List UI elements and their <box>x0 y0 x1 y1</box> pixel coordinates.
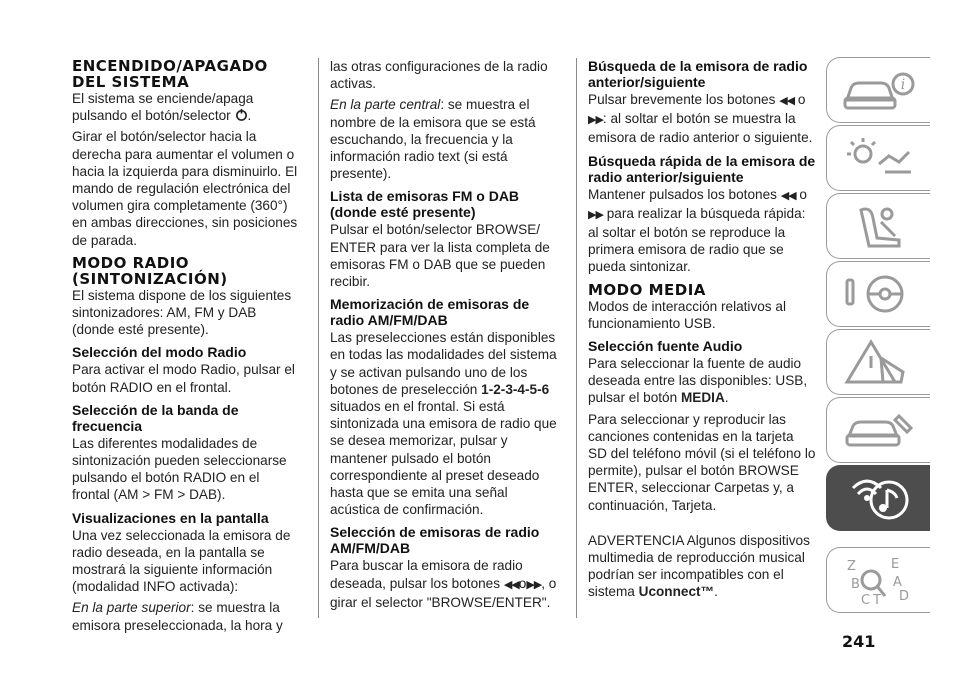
car-info-icon <box>841 66 921 116</box>
paragraph: El sistema se enciende/apaga pulsando el botón/selector . <box>72 91 254 124</box>
seek-back-icon: ◀◀ <box>779 95 795 107</box>
heading-seleccion-emisoras: Selección de emisoras de radio AM/FM/DAB <box>330 524 540 557</box>
steering-key-icon <box>841 270 921 320</box>
heading-fuente: Selección fuente Audio <box>588 338 743 355</box>
paragraph: Las diferentes modalidades de sintonización pueden seleccionarse pulsando el botón RADIO en el frontal (AM > FM > DAB). <box>72 435 287 503</box>
paragraph: Una vez seleccionada la emisora de radio deseada, en la pantalla se mostrará la siguiente información (modalidad INFO activada): <box>72 527 291 595</box>
seek-back-icon: ◀◀ <box>780 189 796 202</box>
index-letter: B <box>851 577 860 592</box>
paragraph: las otras configuraciones de la radio activas. <box>330 59 548 92</box>
tab-multimedia[interactable] <box>826 465 930 531</box>
tab-warning-breakdown[interactable] <box>826 329 930 395</box>
index-letter: C <box>861 593 871 606</box>
paragraph: Para seleccionar la fuente de audio deseada entre las disponibles: USB, pulsar el botón MEDIA. <box>588 356 808 406</box>
uconnect-label: Uconnect™ <box>638 584 715 600</box>
heading-busqueda: Búsqueda de la emisora de radio anterior/siguiente <box>588 58 808 90</box>
column-divider <box>318 58 319 618</box>
column-2 <box>330 58 558 615</box>
seek-forward-icon: ▶▶ <box>526 578 542 591</box>
paragraph: En la parte central: se muestra el nombre de la emisora que se está escuchando, la frecuencia y la información radio text (si está presente). <box>330 97 536 182</box>
paragraph: Las preselecciones están disponibles en todas las modalidades del sistema y se activan pulsando uno de los botones de preselección 1-2-3-4-5-6 situados en el frontal. Si está sintonizada una emisora de radio que se desea memorizar, pulsar y mantener pulsado el botón correspondiente al preset deseado hasta que se emita una señal acústica de confirmación. <box>330 330 557 518</box>
paragraph: Girar el botón/selector hacia la derecha para aumentar el volumen o hacia la izquierda para disminuirlo. El mando de regulación electrónica del volumen gira completamente (360°) en ambas direcciones, sin posiciones de parada. <box>72 129 298 248</box>
tab-seat-safety[interactable] <box>826 193 930 259</box>
power-knob-icon <box>235 108 248 121</box>
heading-modo-media: MODO MEDIA <box>588 280 706 299</box>
seek-forward-icon: ▶▶ <box>588 114 603 127</box>
index-letter: E <box>891 557 900 572</box>
heading-memorizacion: Memorización de emisoras de radio AM/FM/DAB <box>330 296 530 329</box>
seat-safety-icon <box>841 202 921 252</box>
paragraph: Mantener pulsados los botones ◀◀ o ▶▶ para realizar la búsqueda rápida: al soltar el botón se reproduce la primera emisora de radio que se pueda sintonizar. <box>588 186 807 275</box>
index-letter: Z <box>847 559 856 574</box>
index-letter: T <box>873 593 881 606</box>
media-button-label: MEDIA <box>680 390 725 406</box>
multimedia-icon <box>841 474 921 524</box>
heading-banda: Selección de la banda de frecuencia <box>72 401 239 434</box>
paragraph: Para seleccionar y reproducir las canciones contenidas en la tarjeta SD del teléfono móvil (si el teléfono lo permite), pulsar el botón BROWSE ENTER, seleccionar Carpetas y, a continuación, Tarjeta. <box>588 411 816 513</box>
page-number: 241 <box>842 632 876 651</box>
paragraph: Pulsar el botón/selector BROWSE/ ENTER para ver la lista completa de emisoras FM o DAB que se pueden recibir. <box>330 222 550 290</box>
tab-alphabet-index[interactable] <box>826 547 930 613</box>
paragraph: Para buscar la emisora de radio deseada, pulsar los botones ◀◀o▶▶, o girar el selector "BROWSE/ENTER". <box>330 558 557 610</box>
tab-wrench-car[interactable] <box>826 397 930 463</box>
heading-lista: Lista de emisoras FM o DAB (donde esté presente) <box>330 188 520 221</box>
alphabet-index-icon <box>841 556 921 606</box>
seek-back-icon: ◀◀ <box>503 578 519 591</box>
paragraph: Para activar el modo Radio, pulsar el botón RADIO en el frontal. <box>72 362 295 395</box>
tab-steering-key[interactable] <box>826 261 930 327</box>
heading-seleccion-radio: Selección del modo Radio <box>72 344 247 361</box>
dashboard-lights-icon <box>841 134 921 184</box>
paragraph: Modos de interacción relativos al funcionamiento USB. <box>588 298 786 331</box>
seek-forward-icon: ▶▶ <box>588 208 603 221</box>
preset-buttons-label: 1-2-3-4-5-6 <box>481 381 550 397</box>
heading-busqueda-rapida: Búsqueda rápida de la emisora de radio anterior/siguiente <box>588 152 816 185</box>
tab-dashboard-lights[interactable] <box>826 125 930 191</box>
index-letter: D <box>899 589 910 604</box>
warning-breakdown-icon <box>841 338 921 388</box>
paragraph: El sistema dispone de los siguientes sintonizadores: AM, FM y DAB (donde esté presente). <box>72 287 292 338</box>
warning-paragraph: ADVERTENCIA Algunos dispositivos multimedia de reproducción musical podrían ser incompatibles con el sistema Uconnect™. <box>588 532 810 600</box>
paragraph: Pulsar brevemente los botones ◀◀ o ▶▶: al soltar el botón se muestra la emisora de radio anterior o siguiente. <box>588 92 813 146</box>
wrench-car-icon <box>841 406 921 456</box>
column-1 <box>72 58 300 638</box>
column-3 <box>588 58 816 605</box>
index-letter: A <box>893 575 902 590</box>
heading-visualizaciones: Visualizaciones en la pantalla <box>72 509 269 526</box>
paragraph: En la parte superior: se muestra la emisora preseleccionada, la hora y <box>72 600 283 633</box>
heading-modo-radio: MODO RADIO (SINTONIZACIÓN) <box>72 253 228 288</box>
svg-text:i: i <box>900 77 906 93</box>
heading-encendido: ENCENDIDO/APAGADO DEL SISTEMA <box>72 57 268 91</box>
tab-car-info[interactable] <box>826 57 930 123</box>
column-divider <box>576 58 577 618</box>
